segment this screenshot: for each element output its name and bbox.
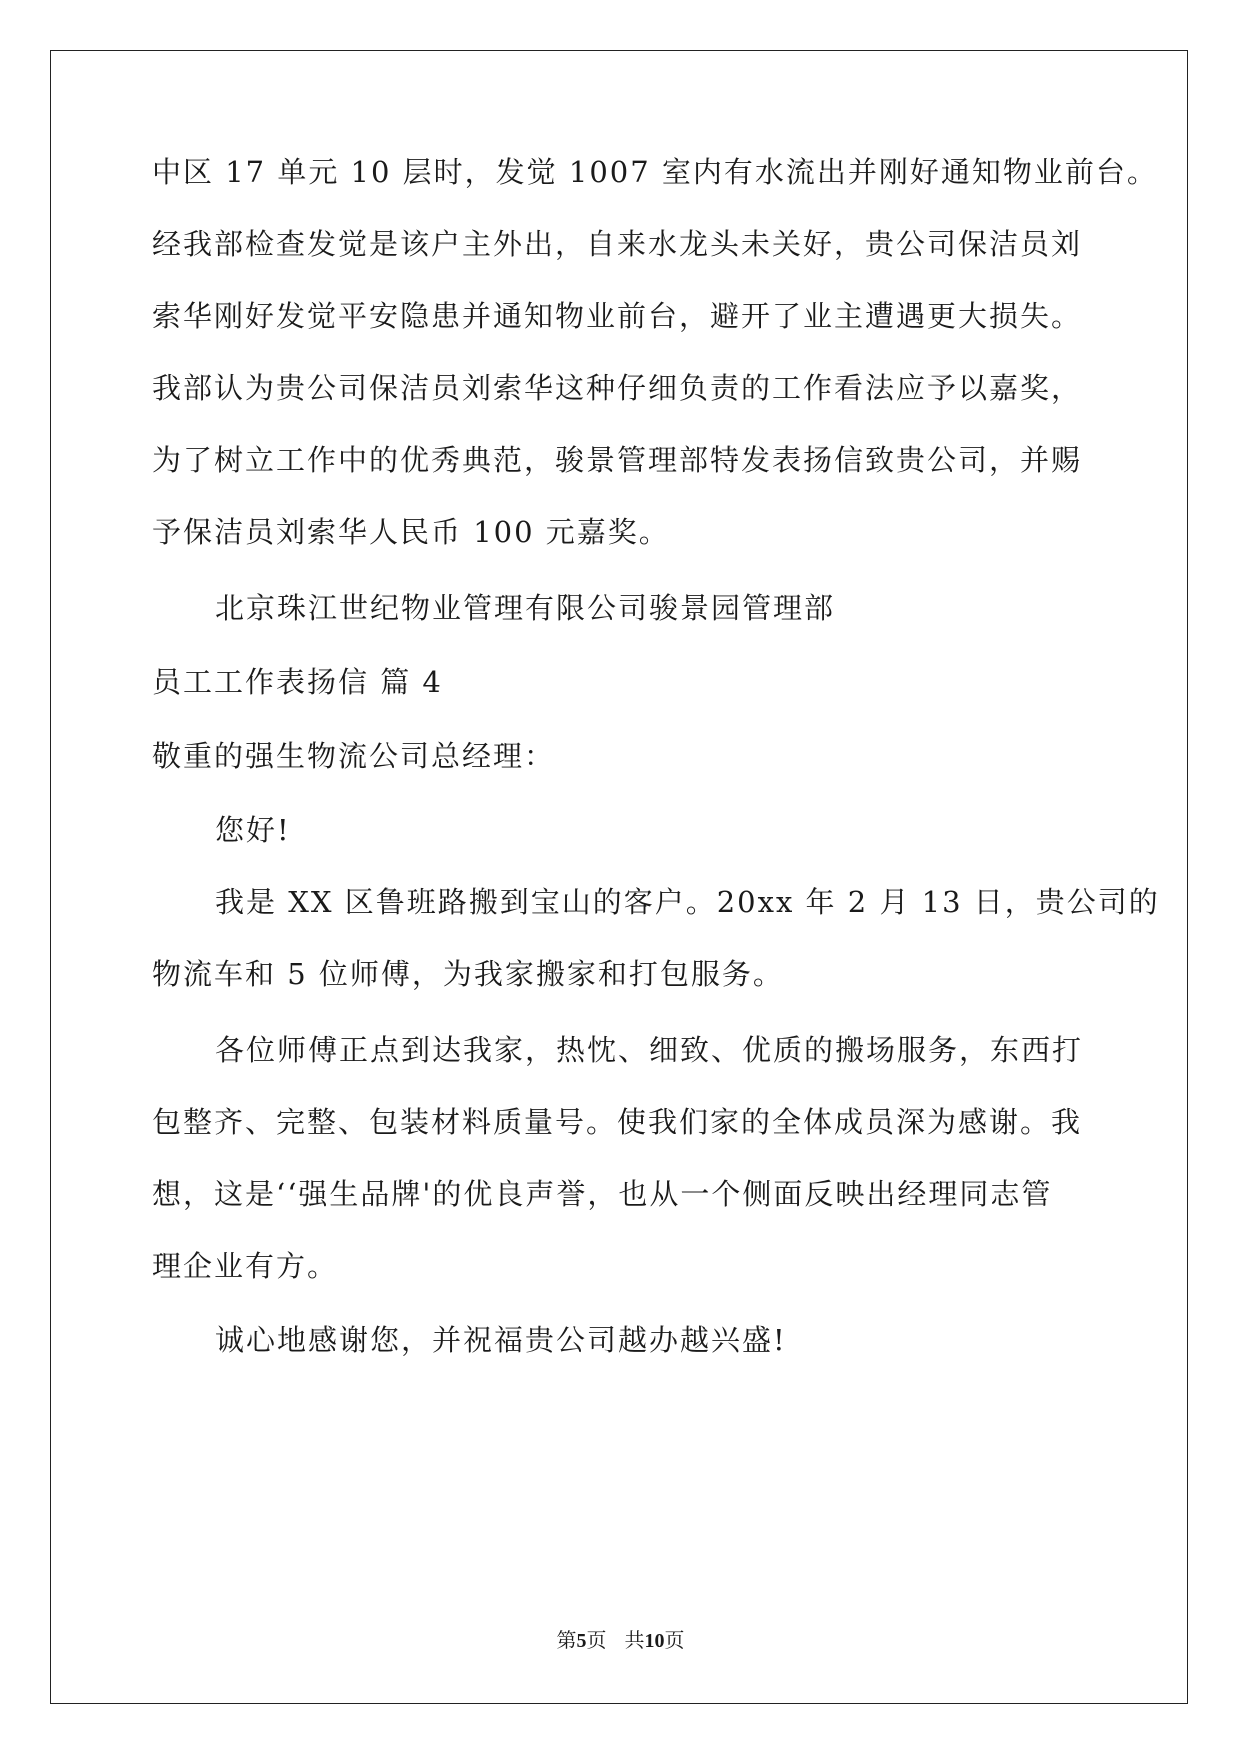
paragraph-line: 为了树立工作中的优秀典范，骏景管理部特发表扬信致贵公司，并赐	[152, 443, 1083, 477]
paragraph-line: 予保洁员刘索华人民币 100 元嘉奖。	[152, 515, 670, 549]
paragraph-line: 想，这是‘‘强生品牌'的优良声誉，也从一个侧面反映出经理同志管	[152, 1177, 1053, 1211]
paragraph-line: 经我部检查发觉是该户主外出，自来水龙头未关好，贵公司保洁员刘	[152, 227, 1083, 261]
paragraph-line: 物流车和 5 位师傅，为我家搬家和打包服务。	[152, 957, 784, 991]
paragraph-line: 索华刚好发觉平安隐患并通知物业前台，避开了业主遭遇更大损失。	[152, 299, 1083, 333]
total-page-number: 10	[644, 1630, 665, 1652]
section-heading: 员工工作表扬信 篇 4	[152, 665, 443, 699]
footer-total-suffix: 页	[664, 1628, 685, 1652]
salutation: 敬重的强生物流公司总经理：	[152, 739, 556, 773]
signature-line: 北京珠江世纪物业管理有限公司骏景园管理部	[215, 591, 836, 625]
page-footer	[0, 1628, 1241, 1653]
paragraph-line: 包整齐、完整、包装材料质量号。使我们家的全体成员深为感谢。我	[152, 1105, 1083, 1139]
current-page-number: 5	[576, 1630, 587, 1652]
footer-prefix: 第	[556, 1628, 577, 1652]
paragraph-line: 理企业有方。	[152, 1249, 339, 1283]
paragraph-line: 各位师傅正点到达我家，热忱、细致、优质的搬场服务，东西打	[215, 1033, 1084, 1067]
greeting: 您好!	[215, 813, 291, 847]
closing-line: 诚心地感谢您，并祝福贵公司越办越兴盛!	[215, 1323, 787, 1357]
footer-page-suffix: 页	[586, 1628, 607, 1652]
paragraph-line: 我是 XX 区鲁班路搬到宝山的客户。20xx 年 2 月 13 日，贵公司的	[215, 885, 1160, 919]
footer-total-prefix: 共	[624, 1628, 645, 1652]
paragraph-line: 我部认为贵公司保洁员刘索华这种仔细负责的工作看法应予以嘉奖，	[152, 371, 1083, 405]
paragraph-line: 中区 17 单元 10 层时，发觉 1007 室内有水流出并刚好通知物业前台。	[152, 155, 1158, 189]
